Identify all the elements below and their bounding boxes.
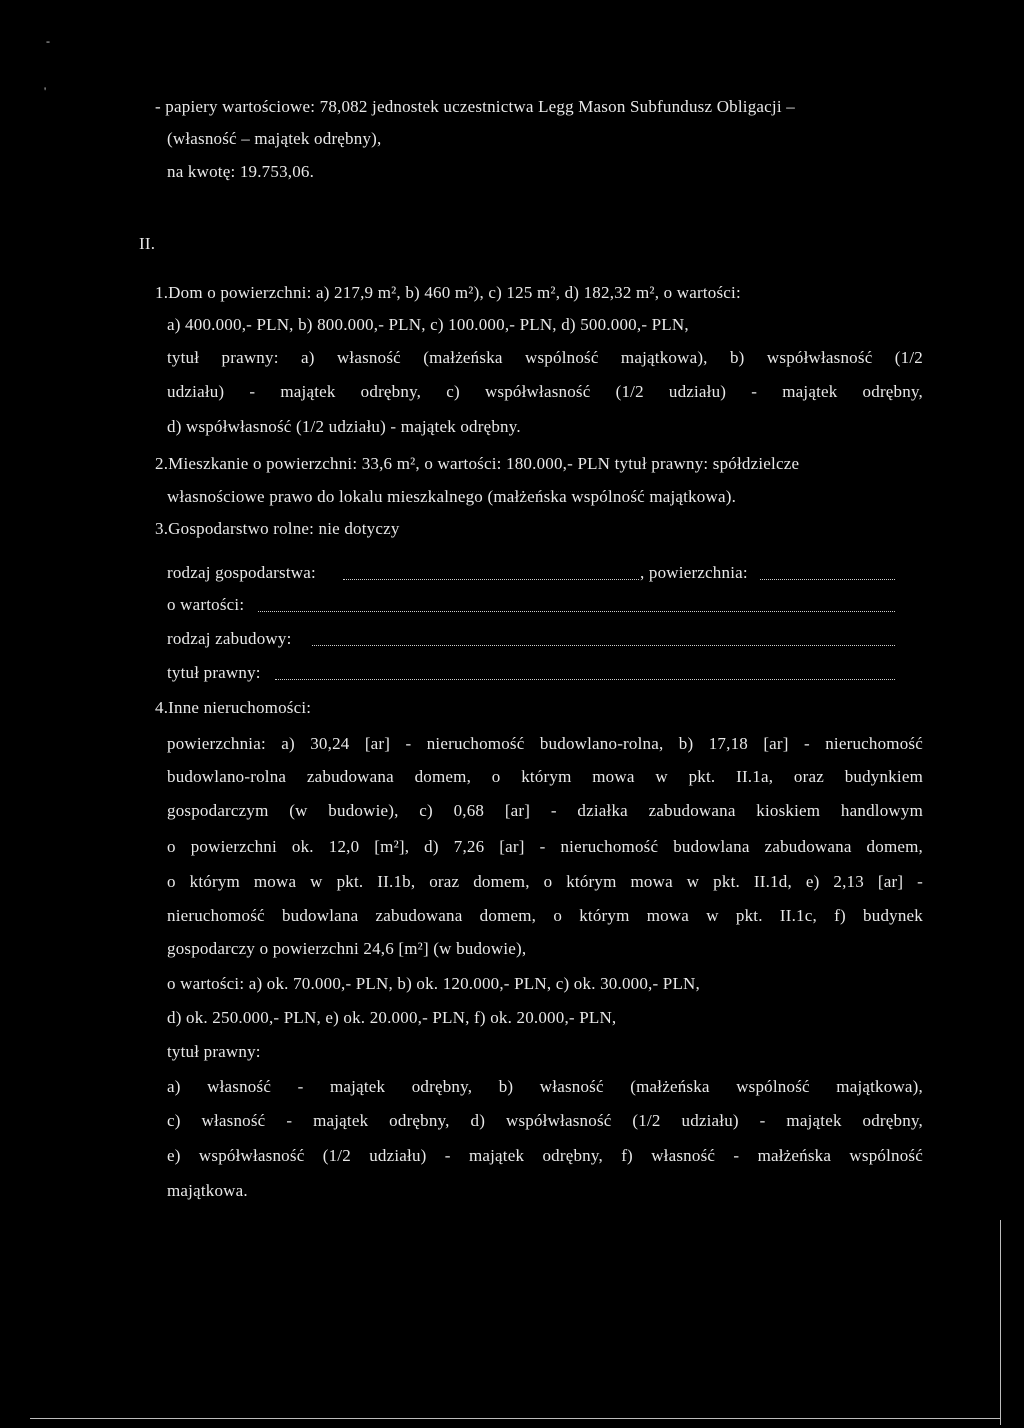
farm-type-field (343, 579, 639, 580)
farm-building-field (312, 645, 895, 646)
house-title-line: udziału) - majątek odrębny, c) współwłasność (1/2 udziału) - majątek odrębny, (167, 382, 923, 401)
farm-title-field (275, 679, 895, 680)
house-line: 1.Dom o powierzchni: a) 217,9 m², b) 460 m²), c) 125 m², d) 182,32 m², o wartości: (155, 283, 741, 302)
house-values: a) 400.000,- PLN, b) 800.000,- PLN, c) 100.000,- PLN, d) 500.000,- PLN, (167, 315, 689, 334)
farm-value-label: o wartości: (167, 595, 245, 614)
house-title-line: tytuł prawny: a) własność (małżeńska wspólność majątkowa), b) współwłasność (1/2 (167, 348, 923, 367)
scan-mark: ' (44, 84, 47, 98)
other-property-line: gospodarczy o powierzchni 24,6 [m²] (w budowie), (167, 939, 527, 958)
farm-building-label: rodzaj zabudowy: (167, 629, 292, 648)
other-property-title-line: a) własność - majątek odrębny, b) własność (małżeńska wspólność majątkowa), (167, 1077, 923, 1096)
other-property-line: o powierzchni ok. 12,0 [m²], d) 7,26 [ar] - nieruchomość budowlana zabudowana domem, (167, 837, 923, 856)
farm-value-field (258, 611, 895, 612)
farm-line: 3.Gospodarstwo rolne: nie dotyczy (155, 519, 400, 538)
scan-edge-bottom (30, 1418, 1000, 1419)
house-title-line: d) współwłasność (1/2 udziału) - majątek odrębny. (167, 417, 521, 436)
farm-type-label: rodzaj gospodarstwa: (167, 563, 316, 582)
farm-area-field (760, 579, 895, 580)
flat-line: 2.Mieszkanie o powierzchni: 33,6 m², o wartości: 180.000,- PLN tytuł prawny: spółdzielcze (155, 454, 800, 473)
other-property-line: nieruchomość budowlana zabudowana domem, o którym mowa w pkt. II.1c, f) budynek (167, 906, 923, 925)
securities-amount: na kwotę: 19.753,06. (167, 162, 315, 181)
other-property-values: d) ok. 250.000,- PLN, e) ok. 20.000,- PLN, f) ok. 20.000,- PLN, (167, 1008, 617, 1027)
section-heading: II. (139, 234, 156, 253)
other-property-line: budowlano-rolna zabudowana domem, o którym mowa w pkt. II.1a, oraz budynkiem (167, 767, 923, 786)
other-property-title-line: majątkowa. (167, 1181, 248, 1200)
other-property-line: powierzchnia: a) 30,24 [ar] - nieruchomość budowlano-rolna, b) 17,18 [ar] - nieruchomość (167, 734, 923, 753)
other-property-title-line: e) współwłasność (1/2 udziału) - majątek odrębny, f) własność - małżeńska wspólność (167, 1146, 923, 1165)
flat-title-line: własnościowe prawo do lokalu mieszkalnego (małżeńska wspólność majątkowa). (167, 487, 737, 506)
securities-line: - papiery wartościowe: 78,082 jednostek uczestnictwa Legg Mason Subfundusz Obligacji – (155, 97, 795, 116)
other-property-line: gospodarczym (w budowie), c) 0,68 [ar] - działka zabudowana kioskiem handlowym (167, 801, 923, 820)
farm-title-label: tytuł prawny: (167, 663, 261, 682)
scan-edge-right (1000, 1220, 1001, 1425)
other-property-title-label: tytuł prawny: (167, 1042, 261, 1061)
scan-mark: - (46, 34, 50, 48)
other-property-values: o wartości: a) ok. 70.000,- PLN, b) ok. 120.000,- PLN, c) ok. 30.000,- PLN, (167, 974, 700, 993)
securities-ownership: (własność – majątek odrębny), (167, 129, 382, 148)
other-property-heading: 4.Inne nieruchomości: (155, 698, 312, 717)
other-property-title-line: c) własność - majątek odrębny, d) współwłasność (1/2 udziału) - majątek odrębny, (167, 1111, 923, 1130)
farm-area-label: , powierzchnia: (640, 563, 748, 582)
other-property-line: o którym mowa w pkt. II.1b, oraz domem, o którym mowa w pkt. II.1d, e) 2,13 [ar] - (167, 872, 923, 891)
